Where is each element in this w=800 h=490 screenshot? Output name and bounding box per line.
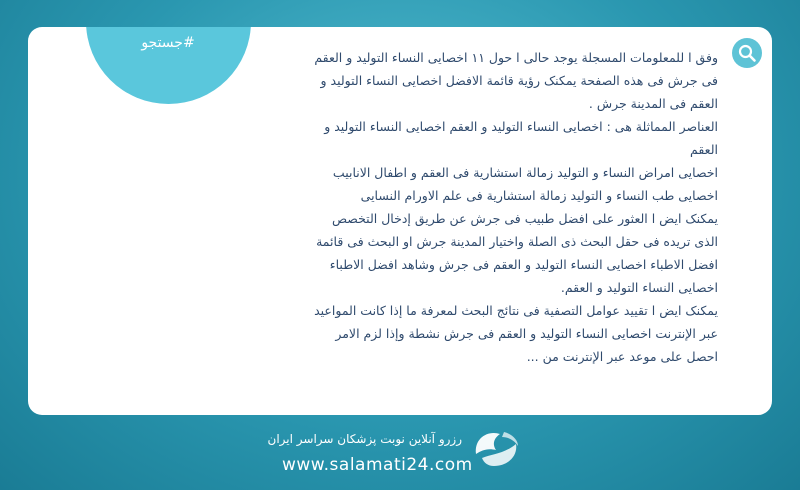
footer-url[interactable]: www.salamati24.com (282, 455, 473, 475)
paragraph-intro: وفق ا للمعلومات المسجلة يوجد حالی ا حول ۱۱ اخصایی النساء التولید و العقم فی جرش فی هذه الصفحة یمکنک رؤیة قائمة الافضل اخصایی النساء التولید و العقم فی المدینة جرش . (314, 50, 718, 111)
search-button[interactable] (732, 38, 762, 68)
search-icon (737, 43, 757, 63)
content-card (28, 27, 772, 415)
paragraph-specialty-1: اخصایی امراض النساء و التولید زمالة استشاریة فی العقم و اطفال الانابیب (332, 165, 718, 180)
paragraph-search-tip: یمکنک ایض ا العثور علی افضل طبیب فی جرش عن طریق إدخال التخصص الذی تریده فی حقل البحث ذی الصلة واختیار المدینة جرش او البحث فی قائمة افضل الاطباء اخصایی النساء التولید و العقم فی جرش وشاهد افضل الاطباء اخصایی النساء التولید و العقم. (316, 211, 718, 295)
footer-title: رزرو آنلاین نوبت پزشکان سراسر ایران (267, 432, 462, 446)
paragraph-filter-tip: یمکنک ایض ا تقیید عوامل التصفیة فی نتائج البحث لمعرفة ما إذا کانت المواعید عبر الإنترنت اخصایی النساء التولید و العقم فی جرش نشطة وإذا لزم الامر احصل علی موعد عبر الإنترنت من ... (314, 303, 718, 364)
paragraph-similar: العناصر المماثلة هی : اخصایی النساء التولید و العقم اخصایی النساء التولید و العقم (324, 119, 718, 157)
hashtag-label[interactable]: #جستجو (141, 35, 195, 51)
paragraph-specialty-2: اخصایی طب النساء و التولید زمالة استشاریة فی علم الاورام النسایی (360, 188, 718, 203)
salamati-logo-icon (468, 424, 528, 474)
article-body (308, 46, 718, 368)
